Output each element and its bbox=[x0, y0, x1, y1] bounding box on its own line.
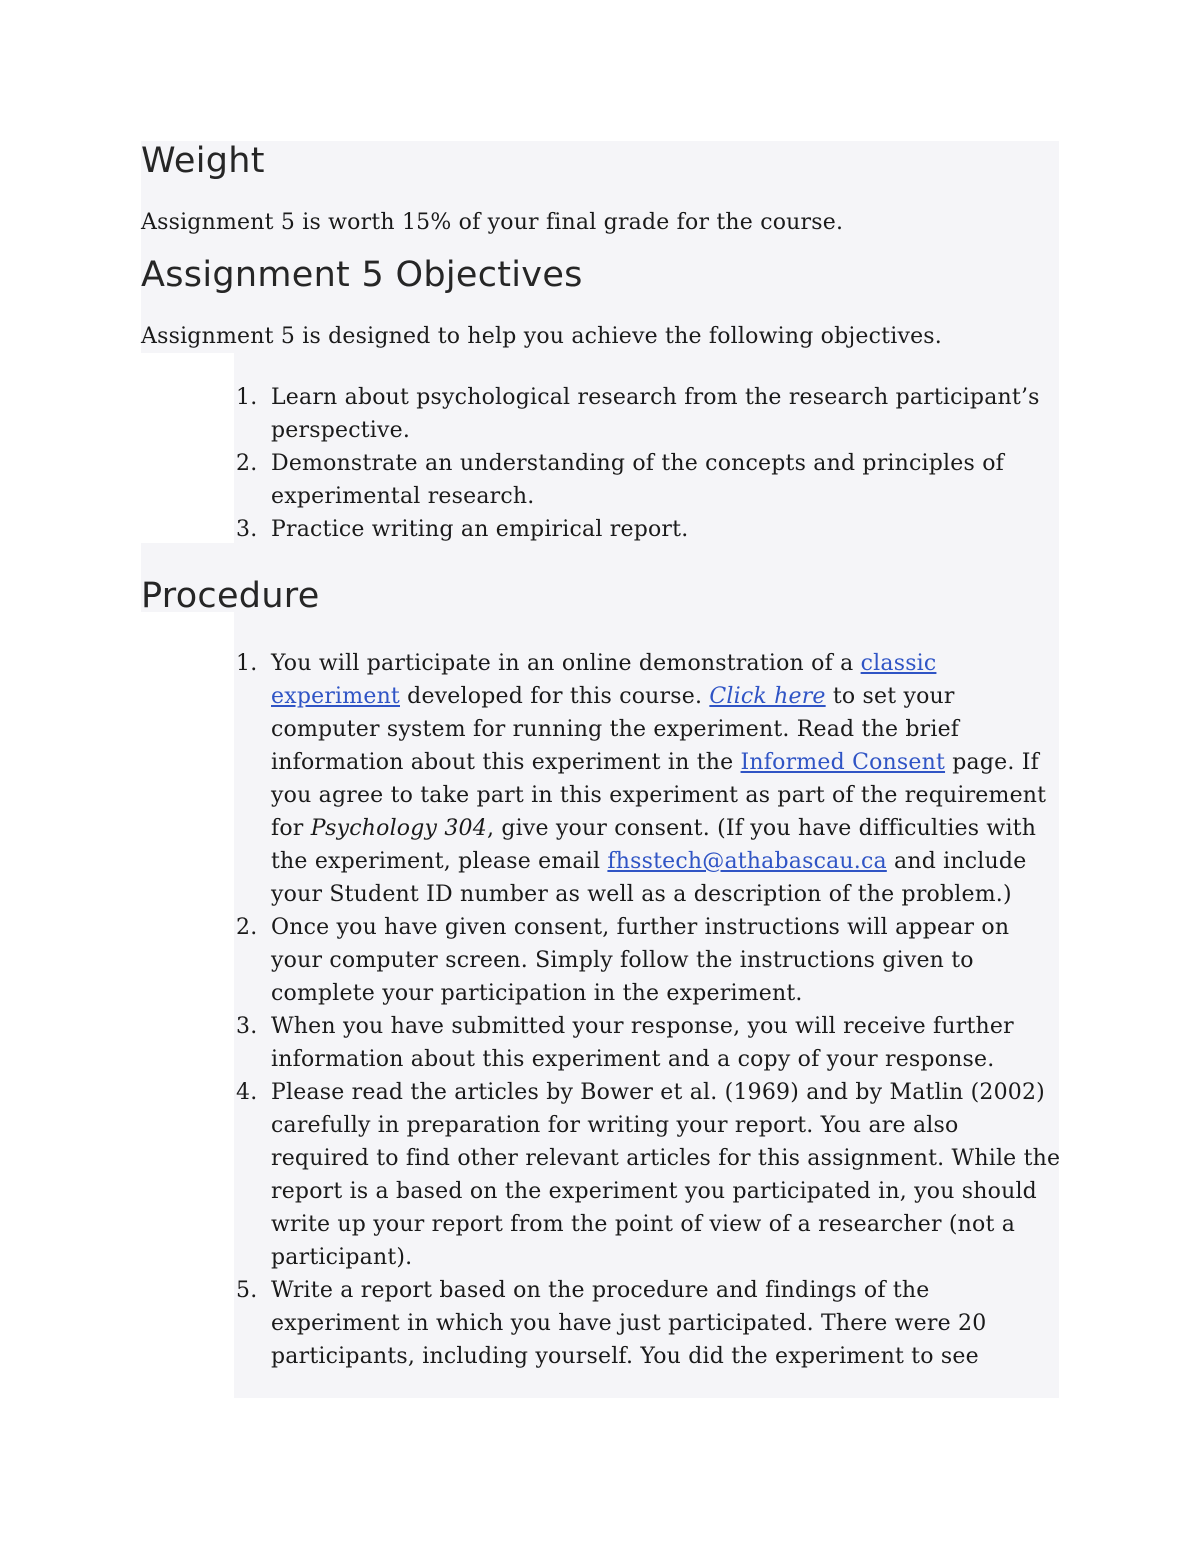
list-item-text: When you have submitted your response, you will receive further information about this experiment and a copy of your response. bbox=[271, 1014, 1014, 1072]
classic-experiment-link[interactable]: classic experiment bbox=[271, 651, 937, 709]
list-number: 2. bbox=[236, 915, 258, 940]
list-item bbox=[141, 513, 1061, 546]
objectives-list bbox=[141, 381, 1061, 546]
list-item-text: developed for this course. bbox=[399, 684, 710, 709]
list-item-text: and include your Student ID number as well as a description of the problem.) bbox=[271, 849, 1027, 907]
list-item bbox=[141, 911, 1061, 1010]
informed-consent-link[interactable]: Informed Consent bbox=[740, 750, 946, 775]
list-item-text: , give your consent. (If you have difficulties with the experiment, please email bbox=[271, 816, 1037, 874]
list-number: 4. bbox=[236, 1080, 258, 1105]
list-item bbox=[141, 1274, 1061, 1373]
list-item bbox=[141, 1010, 1061, 1076]
list-number: 3. bbox=[236, 517, 258, 542]
document-content bbox=[141, 140, 1061, 1373]
list-item-text: Write a report based on the procedure and findings of the experiment in which you have just participated. There were 20 participants, including yourself. You did the experiment to see bbox=[271, 1278, 987, 1369]
list-item-text: Practice writing an empirical report. bbox=[271, 517, 689, 542]
list-number: 3. bbox=[236, 1014, 258, 1039]
list-number: 5. bbox=[236, 1278, 258, 1303]
list-number: 1. bbox=[236, 385, 258, 410]
list-item-text: Please read the articles by Bower et al. (1969) and by Matlin (2002) carefully in preparation for writing your report. You are also required to find other relevant articles for this assignment. While the report is a based on the experiment you participated in, you should write up your report from the point of view of a researcher (not a participant). bbox=[271, 1080, 1061, 1270]
support-email-link[interactable]: fhsstech@athabascau.ca bbox=[607, 849, 887, 874]
click-here-link[interactable]: Click here bbox=[709, 684, 826, 709]
procedure-list bbox=[141, 647, 1061, 1373]
list-item bbox=[141, 1076, 1061, 1274]
procedure-heading: Procedure bbox=[141, 576, 320, 616]
list-item-text: Once you have given consent, further instructions will appear on your computer screen. Simply follow the instructions given to complete your participation in the experiment. bbox=[271, 915, 1010, 1006]
list-number: 2. bbox=[236, 451, 258, 476]
list-item bbox=[141, 447, 1061, 513]
list-item-text: You will participate in an online demonstration of a bbox=[271, 651, 861, 676]
objectives-intro: Assignment 5 is designed to help you achieve the following objectives. bbox=[141, 324, 942, 349]
weight-text: Assignment 5 is worth 15% of your final grade for the course. bbox=[141, 210, 844, 235]
list-item bbox=[141, 381, 1061, 447]
list-item bbox=[141, 647, 1061, 911]
list-item-text: to set your computer system for running the experiment. Read the brief information about this experiment in the bbox=[271, 684, 960, 775]
list-item-text: Demonstrate an understanding of the concepts and principles of experimental research. bbox=[271, 451, 1004, 509]
objectives-heading: Assignment 5 Objectives bbox=[141, 255, 583, 295]
list-item-text: page. If you agree to take part in this experiment as part of the requirement for bbox=[271, 750, 1047, 841]
list-number: 1. bbox=[236, 651, 258, 676]
course-title: Psychology 304 bbox=[310, 816, 487, 841]
weight-heading: Weight bbox=[141, 141, 265, 181]
list-item-text: Learn about psychological research from the research participant’s perspective. bbox=[271, 385, 1040, 443]
